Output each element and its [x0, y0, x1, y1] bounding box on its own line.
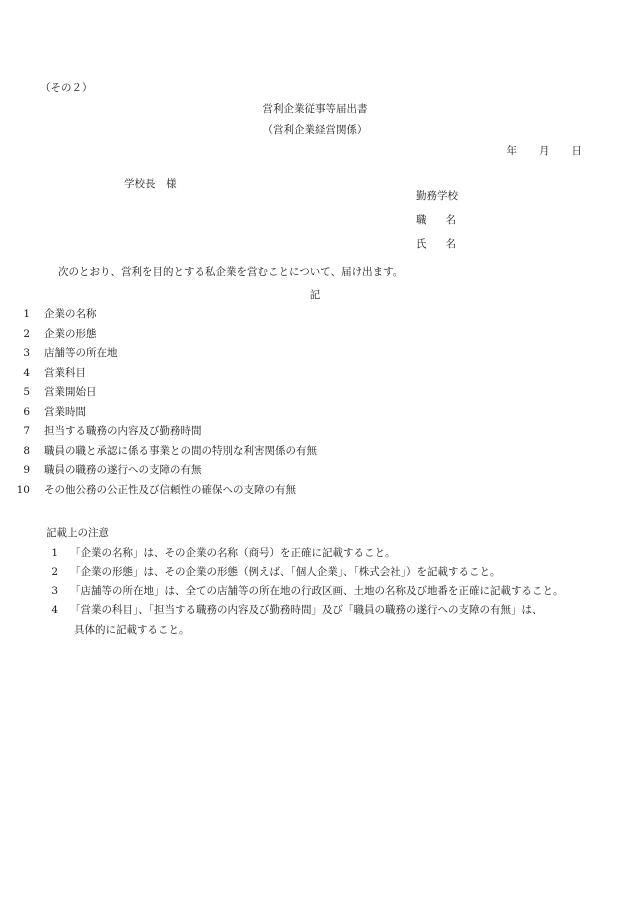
- applicant-name-label: [416, 238, 456, 251]
- item-text: その他公務の公正性及び信頼性の確保への支障の有無: [44, 483, 296, 496]
- item-number: 7: [23, 425, 30, 438]
- applicant-post-char-2: 名: [445, 214, 456, 226]
- note-continuation: 具体的に記載すること。: [74, 624, 190, 636]
- applicant-post-char-1: 職: [416, 214, 427, 226]
- list-item: [0, 481, 296, 501]
- applicant-name-char-1: 氏: [416, 238, 427, 250]
- date-line: [507, 145, 583, 158]
- date-month-label: 月: [539, 145, 550, 157]
- series-label: （その２）: [40, 82, 93, 94]
- item-text: 企業の名称: [44, 308, 97, 321]
- note-text: 「営業の科目」、「担当する職務の内容及び勤務時間」及び「職員の職務の遂行への支障の有無」は、: [70, 604, 543, 616]
- list-item: [0, 364, 86, 384]
- applicant-post-label: [416, 214, 456, 227]
- item-number: 8: [23, 444, 30, 457]
- note-number: 1: [51, 547, 58, 559]
- item-text: 企業の形態: [44, 327, 97, 340]
- list-item: [0, 403, 86, 423]
- notes-heading: 記載上の注意: [46, 527, 109, 539]
- item-number: 6: [23, 405, 30, 418]
- note-text: 「企業の形態」は、その企業の形態（例えば、「個人企業」、「株式会社」）を記載すること。: [70, 566, 501, 578]
- list-item: [0, 461, 202, 481]
- intro-text: 次のとおり、営利を目的とする私企業を営むことについて、届け出ます。: [58, 266, 404, 278]
- list-item: [0, 325, 97, 345]
- item-text: 営業開始日: [44, 386, 97, 399]
- note-item: [0, 585, 564, 598]
- item-number: 2: [23, 327, 30, 340]
- list-item: [0, 383, 97, 403]
- list-item: [0, 305, 97, 325]
- item-number: 10: [16, 483, 30, 496]
- document-subtitle: （営利企業経営関係）: [262, 124, 368, 136]
- note-text: 「店舗等の所在地」は、全ての店舗等の所在地の行政区画、土地の名称及び地番を正確に記載すること。: [70, 585, 564, 597]
- item-number: 9: [23, 464, 30, 477]
- note-text: 「企業の名称」は、その企業の名称（商号）を正確に記載すること。: [70, 547, 396, 559]
- addressee: 学校長 様: [124, 178, 177, 190]
- item-text: 店舗等の所在地: [44, 347, 118, 360]
- list-item: [0, 344, 118, 364]
- item-text: 職員の職と承認に係る事業との間の特別な利害関係の有無: [44, 444, 317, 457]
- date-year-label: 年: [506, 145, 517, 157]
- note-number: 4: [51, 604, 58, 616]
- item-number: 5: [23, 386, 30, 399]
- item-number: 4: [23, 366, 30, 379]
- list-item: [0, 442, 317, 462]
- ki-heading: 記: [309, 289, 321, 301]
- applicant-school-label: 勤務学校: [416, 190, 458, 202]
- document-title: 営利企業従事等届出書: [262, 103, 368, 115]
- item-text: 担当する職務の内容及び勤務時間: [44, 425, 202, 438]
- date-day-label: 日: [571, 145, 582, 157]
- note-item: [0, 566, 501, 579]
- note-item: [0, 547, 396, 560]
- note-number: 2: [51, 566, 58, 578]
- applicant-name-char-2: 名: [445, 238, 456, 250]
- list-item: [0, 422, 202, 442]
- item-number: 1: [23, 308, 30, 321]
- note-item: [0, 604, 543, 617]
- item-text: 職員の職務の遂行への支障の有無: [44, 464, 202, 477]
- note-number: 3: [51, 585, 58, 597]
- item-text: 営業科目: [44, 366, 86, 379]
- item-text: 営業時間: [44, 405, 86, 418]
- item-number: 3: [23, 347, 30, 360]
